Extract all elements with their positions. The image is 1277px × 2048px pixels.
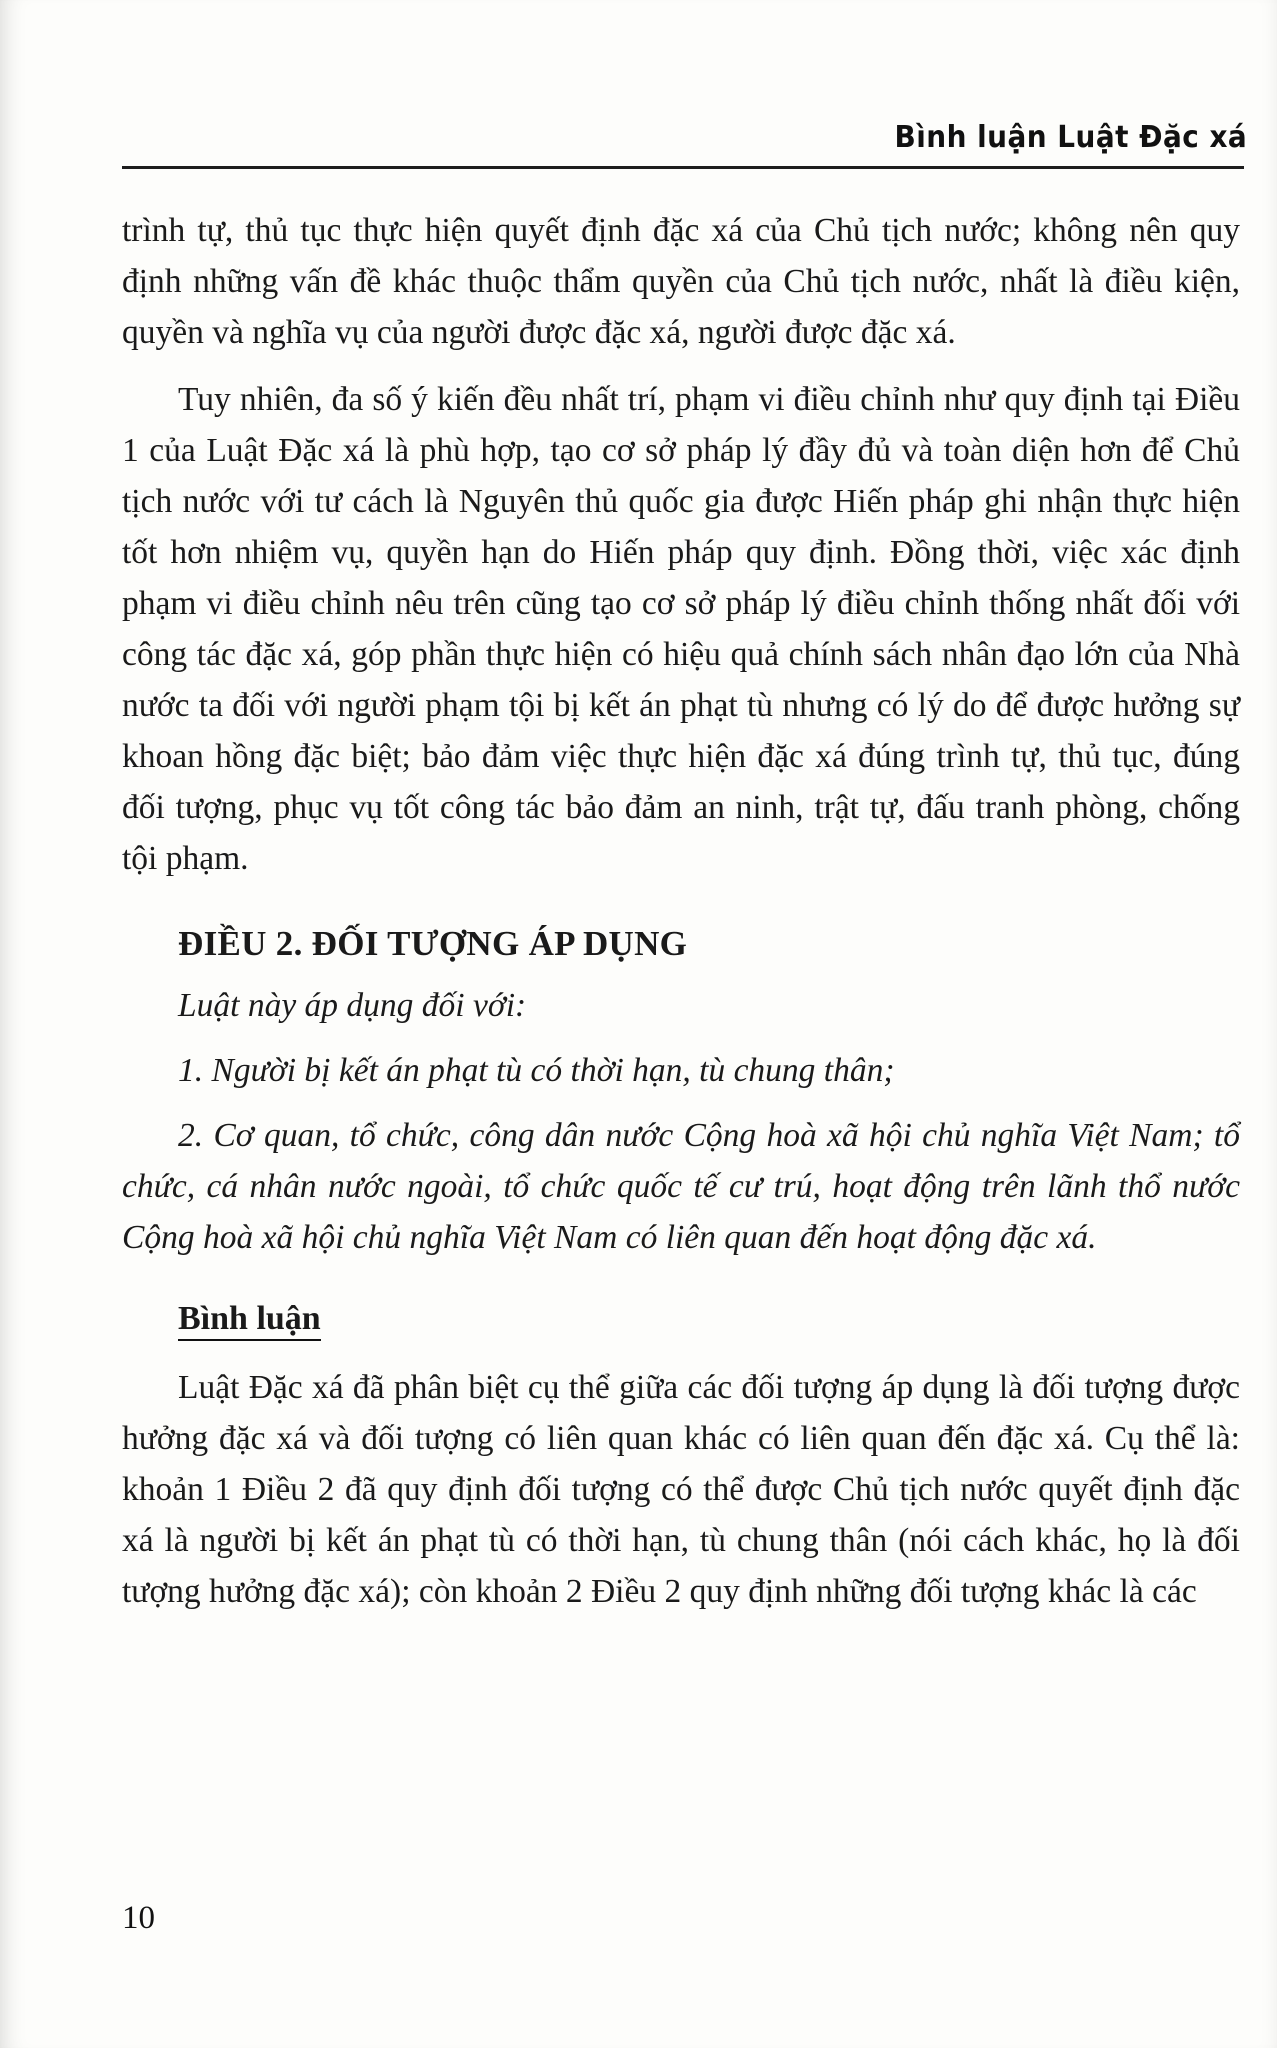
article-item-1: 1. Người bị kết án phạt tù có thời hạn, tù chung thân; — [178, 1052, 895, 1089]
header-divider — [122, 166, 1244, 169]
commentary-heading — [122, 1293, 1240, 1344]
running-header — [147, 120, 1247, 155]
page-body — [122, 205, 1240, 1617]
article-heading: ĐIỀU 2. ĐỐI TƯỢNG ÁP DỤNG — [178, 924, 688, 963]
commentary-paragraph-1: Luật Đặc xá đã phân biệt cụ thể giữa các đối tượng áp dụng là đối tượng được hưởng đặc xá và đối tượng có liên quan khác có liên quan đến đặc xá. Cụ thể là: khoản 1 Điều 2 đã quy định đối tượng có thể được Chủ tịch nước quyết định đặc xá là người bị kết án phạt tù có thời hạn, tù chung thân (nói cách khác, họ là đối tượng hưởng đặc xá); còn khoản 2 Điều 2 quy định những đối tượng khác là các — [122, 1369, 1240, 1610]
commentary-heading-text: Bình luận — [178, 1300, 321, 1341]
paragraph-2: Tuy nhiên, đa số ý kiến đều nhất trí, phạm vi điều chỉnh như quy định tại Điều 1 của Luật Đặc xá là phù hợp, tạo cơ sở pháp lý đầy đủ và toàn diện hơn để Chủ tịch nước với tư cách là Nguyên thủ quốc gia được Hiến pháp ghi nhận thực hiện tốt hơn nhiệm vụ, quyền hạn do Hiến pháp quy định. Đồng thời, việc xác định phạm vi điều chỉnh nêu trên cũng tạo cơ sở pháp lý điều chỉnh thống nhất đối với công tác đặc xá, góp phần thực hiện có hiệu quả chính sách nhân đạo lớn của Nhà nước ta đối với người phạm tội bị kết án phạt tù nhưng có lý do để được hưởng sự khoan hồng đặc biệt; bảo đảm việc thực hiện đặc xá đúng trình tự, thủ tục, đúng đối tượng, phục vụ tốt công tác bảo đảm an ninh, trật tự, đấu tranh phòng, chống tội phạm. — [122, 381, 1240, 877]
running-header-title: Bình luận Luật Đặc xá — [894, 120, 1247, 155]
article-item-2: 2. Cơ quan, tổ chức, công dân nước Cộng hoà xã hội chủ nghĩa Việt Nam; tổ chức, cá nhân nước ngoài, tổ chức quốc tế cư trú, hoạt động trên lãnh thổ nước Cộng hoà xã hội chủ nghĩa Việt Nam có liên quan đến hoạt động đặc xá. — [122, 1117, 1240, 1256]
page-number: 10 — [122, 1900, 155, 1936]
article-lead: Luật này áp dụng đối với: — [178, 987, 527, 1024]
paragraph-continuation: trình tự, thủ tục thực hiện quyết định đặc xá của Chủ tịch nước; không nên quy định những vấn đề khác thuộc thẩm quyền của Chủ tịch nước, nhất là điều kiện, quyền và nghĩa vụ của người được đặc xá, người được đặc xá. — [122, 212, 1240, 351]
